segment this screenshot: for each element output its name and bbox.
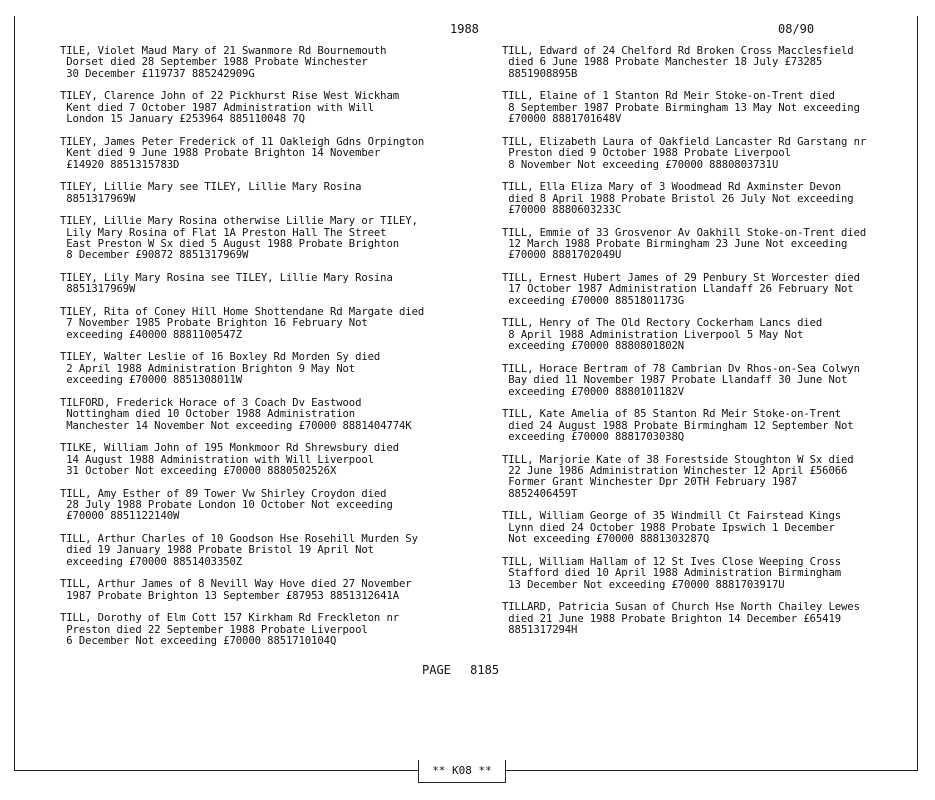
probate-entry: [60, 46, 480, 80]
entry-detail-line: died 6 June 1988 Probate Manchester 18 July £73285: [502, 56, 823, 69]
footer-code: ** K08 **: [418, 760, 506, 783]
entry-detail-line: died 19 January 1988 Probate Bristol 19 April Not: [60, 544, 374, 557]
probate-entry: [502, 182, 922, 216]
entry-detail-line: exceeding £40000 8881100547Z: [60, 328, 243, 341]
entry-heading-line: TILL, Elaine of 1 Stanton Rd Meir Stoke-on-Trent died: [502, 90, 835, 103]
probate-entry: [60, 534, 480, 568]
probate-entry: [502, 228, 922, 262]
entry-detail-line: Kent died 9 June 1988 Probate Brighton 14 November: [60, 147, 381, 160]
entry-detail-line: £70000 8880603233C: [502, 204, 622, 217]
entry-heading-line: TILL, Marjorie Kate of 38 Forestside Stoughton W Sx died: [502, 453, 854, 466]
entry-detail-line: 22 June 1986 Administration Winchester 12 April £56066: [502, 465, 848, 478]
entry-detail-line: Dorset died 28 September 1988 Probate Winchester: [60, 56, 368, 69]
entry-detail-line: 13 December Not exceeding £70000 8881703917U: [502, 578, 785, 591]
entry-detail-line: 8852406459T: [502, 487, 578, 500]
entry-heading-line: TILL, Horace Bertram of 78 Cambrian Dv Rhos-on-Sea Colwyn: [502, 362, 860, 375]
entry-heading-line: TILL, William George of 35 Windmill Ct Fairstead Kings: [502, 510, 842, 523]
entry-detail-line: 8 December £90872 8851317969W: [60, 249, 249, 262]
entry-heading-line: TILL, Edward of 24 Chelford Rd Broken Cross Macclesfield: [502, 45, 854, 57]
entry-heading-line: TILL, Henry of The Old Rectory Cockerham Lancs died: [502, 317, 823, 330]
entry-detail-line: 14 August 1988 Administration with Will Liverpool: [60, 453, 374, 466]
entry-detail-line: exceeding £70000 8851801173G: [502, 294, 685, 307]
probate-entry: [502, 557, 922, 591]
entry-heading-line: TILL, Dorothy of Elm Cott 157 Kirkham Rd Freckleton nr: [60, 612, 400, 625]
entry-heading-line: TILL, Kate Amelia of 85 Stanton Rd Meir Stoke-on-Trent: [502, 408, 842, 421]
entry-detail-line: Former Grant Winchester Dpr 20TH February 1987: [502, 476, 798, 489]
entry-detail-line: exceeding £70000 8880801802N: [502, 340, 685, 353]
entry-heading-line: TILL, Elizabeth Laura of Oakfield Lancaster Rd Garstang nr: [502, 135, 867, 148]
page-number-line: [422, 663, 499, 677]
probate-entry: [502, 455, 922, 501]
entry-detail-line: died 21 June 1988 Probate Brighton 14 December £65419: [502, 612, 842, 625]
entry-detail-line: 12 March 1988 Probate Birmingham 23 June Not exceeding: [502, 238, 848, 251]
header-year: 1988: [450, 22, 479, 36]
probate-entry: [502, 318, 922, 352]
entry-detail-line: London 15 January £253964 885110048 7Q: [60, 113, 305, 126]
entry-detail-line: Nottingham died 10 October 1988 Administration: [60, 408, 356, 421]
entry-detail-line: Lynn died 24 October 1988 Probate Ipswich 1 December: [502, 521, 835, 534]
entry-heading-line: TILFORD, Frederick Horace of 3 Coach Dv Eastwood: [60, 396, 362, 409]
entry-detail-line: 8851317969W: [60, 283, 136, 296]
entry-detail-line: 8851908895B: [502, 67, 578, 80]
entry-detail-line: exceeding £70000 8880101182V: [502, 385, 685, 398]
probate-entry: [60, 182, 480, 205]
probate-entry: [60, 352, 480, 386]
entry-detail-line: 8851317294H: [502, 624, 578, 637]
probate-entry: [502, 364, 922, 398]
entry-heading-line: TILEY, Clarence John of 22 Pickhurst Rise West Wickham: [60, 90, 400, 103]
entry-heading-line: TILL, Amy Esther of 89 Tower Vw Shirley Croydon died: [60, 487, 387, 500]
entry-heading-line: TILE, Violet Maud Mary of 21 Swanmore Rd Bournemouth: [60, 45, 387, 57]
entry-detail-line: 17 October 1987 Administration Llandaff 26 February Not: [502, 283, 854, 296]
entry-heading-line: TILL, Ernest Hubert James of 29 Penbury St Worcester died: [502, 272, 860, 285]
entry-detail-line: Kent died 7 October 1987 Administration with Will: [60, 101, 374, 114]
entry-heading-line: TILEY, Lillie Mary see TILEY, Lillie Mary Rosina: [60, 181, 362, 194]
entry-detail-line: £14920 8851315783D: [60, 158, 180, 171]
right-column: [502, 46, 922, 648]
entry-detail-line: Preston died 9 October 1988 Probate Liverpool: [502, 147, 791, 160]
entry-heading-line: TILL, Ella Eliza Mary of 3 Woodmead Rd Axminster Devon: [502, 181, 842, 194]
entry-detail-line: Preston died 22 September 1988 Probate Liverpool: [60, 623, 368, 636]
entry-detail-line: 6 December Not exceeding £70000 8851710104Q: [60, 635, 337, 648]
probate-entry: [60, 443, 480, 477]
entry-detail-line: 31 October Not exceeding £70000 8880502526X: [60, 465, 337, 478]
probate-entry: [60, 137, 480, 171]
entry-detail-line: 8 November Not exceeding £70000 8880803731U: [502, 158, 779, 171]
entry-detail-line: £70000 8881701648V: [502, 113, 622, 126]
entry-heading-line: TILL, Arthur James of 8 Nevill Way Hove died 27 November: [60, 578, 412, 591]
entry-detail-line: 7 November 1985 Probate Brighton 16 February Not: [60, 317, 368, 330]
entry-detail-line: Bay died 11 November 1987 Probate Llandaff 30 June Not: [502, 374, 848, 387]
entry-heading-line: TILKE, William John of 195 Monkmoor Rd Shrewsbury died: [60, 442, 400, 455]
probate-entry: [60, 216, 480, 262]
entry-detail-line: Not exceeding £70000 8881303287Q: [502, 533, 710, 546]
entry-detail-line: 8 April 1988 Administration Liverpool 5 May Not: [502, 328, 804, 341]
entry-detail-line: died 8 April 1988 Probate Bristol 26 July Not exceeding: [502, 192, 854, 205]
probate-entry: [60, 307, 480, 341]
entry-detail-line: died 24 August 1988 Probate Birmingham 12 September Not: [502, 419, 854, 432]
entry-heading-line: TILLARD, Patricia Susan of Church Hse North Chailey Lewes: [502, 601, 860, 614]
entry-detail-line: 2 April 1988 Administration Brighton 9 May Not: [60, 362, 356, 375]
probate-entry: [60, 273, 480, 296]
entry-detail-line: Lily Mary Rosina of Flat 1A Preston Hall The Street: [60, 226, 387, 239]
entry-detail-line: £70000 8851122140W: [60, 510, 180, 523]
page-label: PAGE: [422, 663, 451, 677]
entry-detail-line: 8851317969W: [60, 192, 136, 205]
entry-heading-line: TILEY, Walter Leslie of 16 Boxley Rd Morden Sy died: [60, 351, 381, 364]
entry-detail-line: exceeding £70000 8881703038Q: [502, 431, 685, 444]
entry-detail-line: exceeding £70000 8851403350Z: [60, 555, 243, 568]
entry-detail-line: East Preston W Sx died 5 August 1988 Probate Brighton: [60, 238, 400, 251]
probate-entry: [502, 273, 922, 307]
entry-detail-line: exceeding £70000 8851308011W: [60, 374, 243, 387]
probate-entry: [60, 579, 480, 602]
entry-detail-line: Stafford died 10 April 1988 Administration Birmingham: [502, 567, 842, 580]
entry-detail-line: 1987 Probate Brighton 13 September £87953 8851312641A: [60, 589, 400, 602]
entry-detail-line: Manchester 14 November Not exceeding £70000 8881404774K: [60, 419, 412, 432]
entry-detail-line: 28 July 1988 Probate London 10 October Not exceeding: [60, 499, 393, 512]
entry-heading-line: TILEY, Rita of Coney Hill Home Shottendane Rd Margate died: [60, 306, 425, 319]
entry-heading-line: TILEY, Lily Mary Rosina see TILEY, Lillie Mary Rosina: [60, 272, 393, 285]
entry-detail-line: 8 September 1987 Probate Birmingham 13 May Not exceeding: [502, 101, 860, 114]
probate-entry: [502, 137, 922, 171]
probate-entry: [60, 489, 480, 523]
probate-entry: [60, 91, 480, 125]
probate-entry: [502, 91, 922, 125]
probate-entry: [502, 511, 922, 545]
left-column: [60, 46, 480, 659]
probate-entry: [502, 602, 922, 636]
entry-heading-line: TILL, William Hallam of 12 St Ives Close Weeping Cross: [502, 555, 842, 568]
probate-entry: [60, 613, 480, 647]
probate-entry: [502, 46, 922, 80]
entry-heading-line: TILEY, James Peter Frederick of 11 Oakleigh Gdns Orpington: [60, 135, 425, 148]
probate-entry: [502, 409, 922, 443]
entry-detail-line: 30 December £119737 885242909G: [60, 67, 255, 80]
entry-detail-line: £70000 8881702049U: [502, 249, 622, 262]
entry-heading-line: TILL, Arthur Charles of 10 Goodson Hse Rosehill Murden Sy: [60, 533, 418, 546]
probate-entry: [60, 398, 480, 432]
page-number: 8185: [470, 663, 500, 677]
entry-heading-line: TILEY, Lillie Mary Rosina otherwise Lillie Mary or TILEY,: [60, 215, 418, 228]
header-reference: 08/90: [778, 22, 815, 36]
entry-heading-line: TILL, Emmie of 33 Grosvenor Av Oakhill Stoke-on-Trent died: [502, 226, 867, 239]
